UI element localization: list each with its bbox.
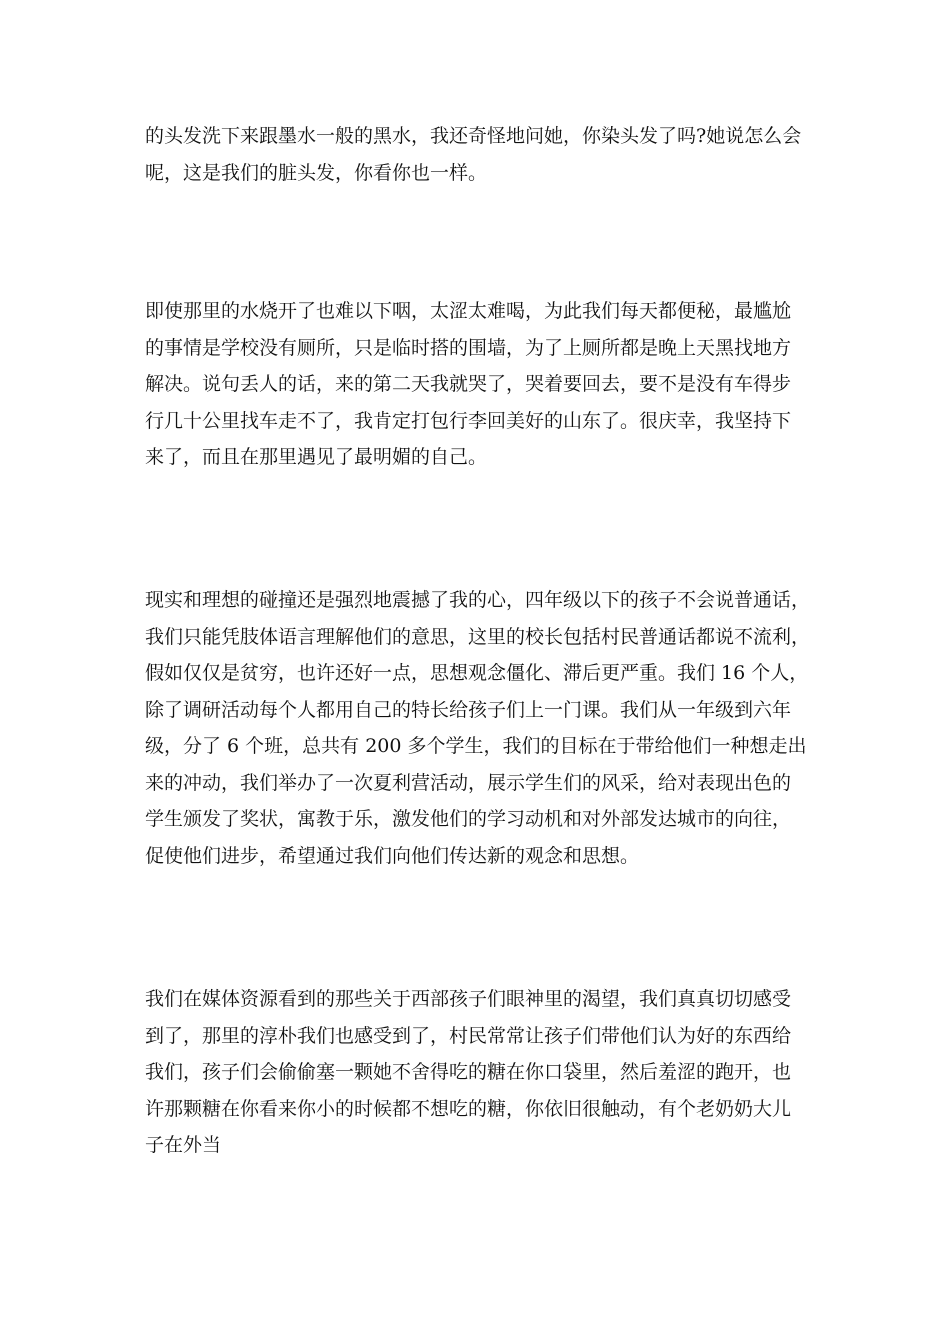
text-line: 级，分了 6 个班，总共有 200 多个学生，我们的目标在于带给他们一种想走出	[145, 735, 807, 757]
paragraph-3	[145, 582, 810, 874]
paragraph-1	[145, 118, 810, 191]
paragraph-4	[145, 981, 810, 1164]
text-line: 促使他们进步，希望通过我们向他们传达新的观念和思想。	[145, 844, 640, 867]
text-line: 的头发洗下来跟墨水一般的黑水，我还奇怪地问她，你染头发了吗?她说怎么会	[145, 125, 802, 147]
text-line: 子在外当	[145, 1134, 222, 1156]
text-line: 即使那里的水烧开了也难以下咽，太涩太难喝，为此我们每天都便秘，最尴尬	[145, 300, 792, 322]
text-line: 我们只能凭肢体语言理解他们的意思，这里的校长包括村民普通话都说不流利，	[145, 625, 811, 648]
text-line: 除了调研活动每个人都用自己的特长给孩子们上一门课。我们从一年级到六年	[145, 698, 792, 721]
text-line: 来的冲动，我们举办了一次夏利营活动，展示学生们的风采，给对表现出色的	[145, 771, 792, 794]
text-line: 我们在媒体资源看到的那些关于西部孩子们眼神里的渴望，我们真真切切感受	[145, 988, 792, 1010]
text-line: 呢，这是我们的脏头发，你看你也一样。	[145, 161, 488, 184]
text-line: 行几十公里找车走不了，我肯定打包行李回美好的山东了。很庆幸，我坚持下	[145, 409, 792, 432]
text-line: 的事情是学校没有厕所，只是临时搭的围墙，为了上厕所都是晚上天黑找地方	[145, 336, 792, 359]
text-line: 我们，孩子们会偷偷塞一颗她不舍得吃的糖在你口袋里，然后羞涩的跑开，也	[145, 1061, 792, 1083]
text-line: 来了，而且在那里遇见了最明媚的自己。	[145, 446, 488, 468]
text-line: 解决。说句丢人的话，来的第二天我就哭了，哭着要回去，要不是没有车得步	[145, 373, 792, 395]
text-line: 假如仅仅是贫穷，也许还好一点，思想观念僵化、滞后更严重。我们 16 个人，	[145, 662, 809, 684]
text-line: 到了，那里的淳朴我们也感受到了，村民常常让孩子们带他们认为好的东西给	[145, 1024, 792, 1047]
text-line: 许那颗糖在你看来你小的时候都不想吃的糖，你依旧很触动，有个老奶奶大儿	[145, 1097, 792, 1120]
paragraph-2	[145, 293, 810, 476]
text-line: 现实和理想的碰撞还是强烈地震撼了我的心，四年级以下的孩子不会说普通话，	[145, 589, 811, 611]
text-line: 学生颁发了奖状，寓教于乐，激发他们的学习动机和对外部发达城市的向往，	[145, 808, 792, 830]
